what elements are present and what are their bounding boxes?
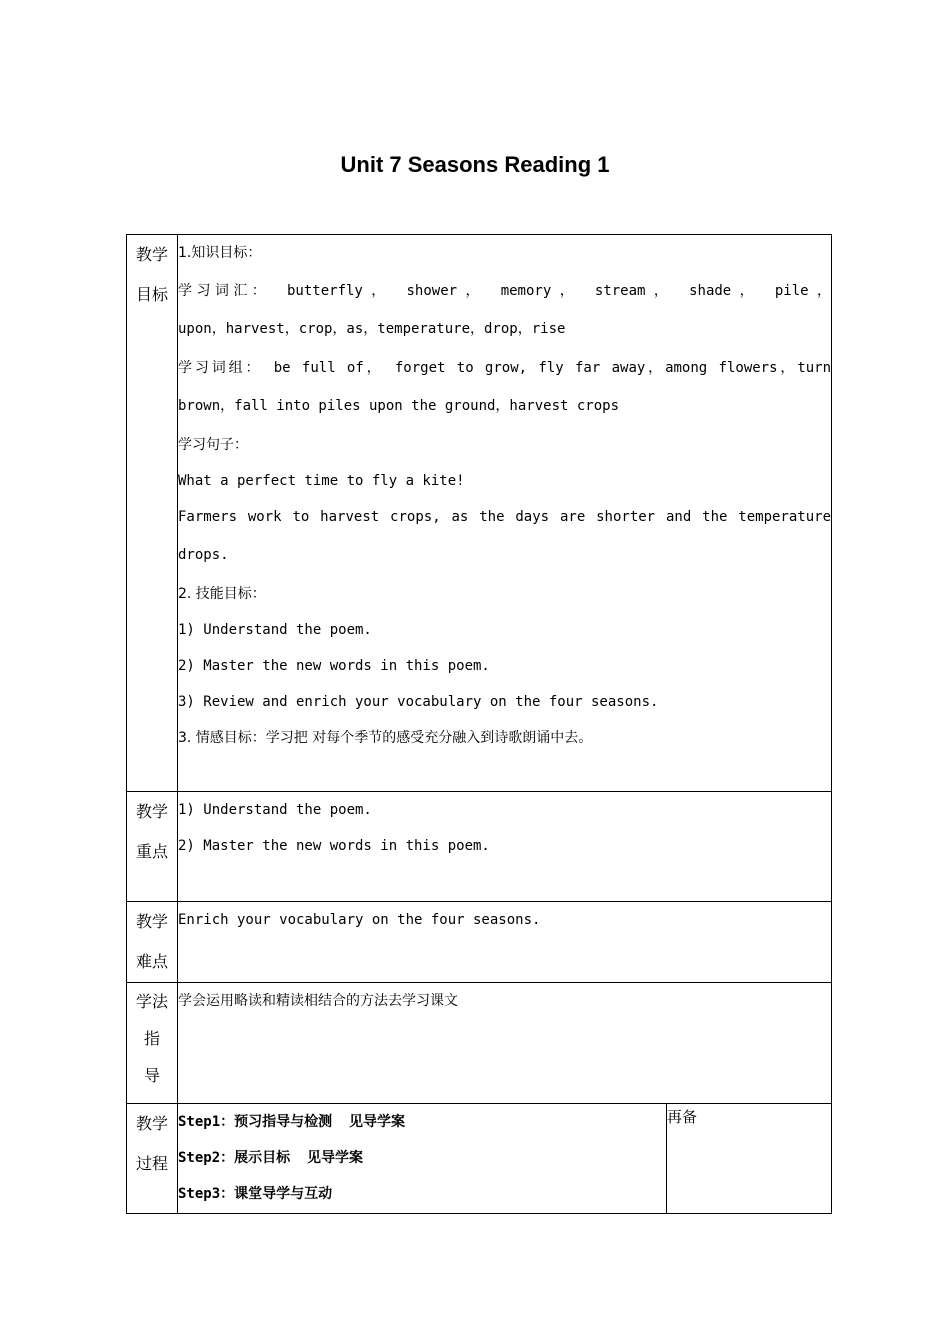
method-label-1: 学法: [135, 992, 168, 1011]
knowledge-heading: 1.知识目标：: [178, 245, 262, 261]
vocab-line-2: upon，harvest，crop，as，temperature，drop，rise: [178, 321, 566, 337]
sentence-2-line-1: Farmers work to harvest crops, as the days are shorter and the temperature: [178, 509, 832, 525]
sentence-1: What a perfect time to fly a kite!: [178, 473, 465, 489]
process-step: Step2：展示目标 见导学案: [178, 1150, 364, 1166]
key-point-item: 1) Understand the poem.: [178, 802, 372, 818]
page-title: Unit 7 Seasons Reading 1: [340, 152, 610, 177]
difficulties-content: [178, 902, 832, 983]
skills-heading: 2. 技能目标：: [178, 586, 266, 602]
key-points-label-cell: [127, 792, 178, 902]
sentence-2-line-2: drops.: [178, 547, 229, 563]
difficulties-text: Enrich your vocabulary on the four seasons.: [178, 912, 541, 928]
method-label-2: 指: [143, 1029, 160, 1048]
goals-label-1: 教学: [135, 245, 168, 264]
lesson-plan-table: [126, 234, 832, 1214]
vocab-word: shower ，: [406, 283, 480, 299]
key-points-row: [127, 792, 832, 902]
difficulties-row: [127, 902, 832, 983]
key-points-label-1: 教学: [135, 802, 168, 821]
process-content: [178, 1104, 667, 1214]
method-text: 学会运用略读和精读相结合的方法去学习课文: [178, 993, 458, 1009]
skill-item: 3) Review and enrich your vocabulary on the four seasons.: [178, 694, 659, 710]
process-step: Step3：课堂导学与互动: [178, 1186, 333, 1202]
vocab-word: memory ，: [500, 283, 574, 299]
difficulties-label-1: 教学: [135, 912, 168, 931]
re-prep-cell: [667, 1104, 832, 1214]
vocab-word: pile ，: [774, 283, 832, 299]
goals-row: [127, 235, 832, 792]
skill-item: 1) Understand the poem.: [178, 622, 372, 638]
process-row: [127, 1104, 832, 1214]
re-prep-label: 再备: [667, 1108, 698, 1126]
vocab-word: stream ，: [594, 283, 668, 299]
difficulties-label-2: 难点: [135, 952, 168, 971]
key-points-content: [178, 792, 832, 902]
key-point-item: 2) Master the new words in this poem.: [178, 838, 490, 854]
vocab-word: shade ，: [689, 283, 754, 299]
method-row: [127, 983, 832, 1104]
process-label-cell: [127, 1104, 178, 1214]
phrases-line-1: 学习词组： be full of， forget to grow, fly far away，among flowers，turn: [178, 360, 832, 376]
method-content: [178, 983, 832, 1104]
vocab-label: 学 习 词 汇 ：: [178, 283, 266, 299]
goals-label-cell: [127, 235, 178, 792]
process-step: Step1：预习指导与检测 见导学案: [178, 1114, 406, 1130]
goals-content: [178, 235, 832, 792]
method-label-3: 导: [143, 1066, 160, 1085]
phrases-line-2: brown，fall into piles upon the ground，harvest crops: [178, 398, 620, 414]
key-points-label-2: 重点: [135, 842, 168, 861]
vocab-word: butterfly ，: [287, 283, 386, 299]
emotion-goal: 3. 情感目标：学习把 对每个季节的感受充分融入到诗歌朗诵中去。: [178, 730, 593, 746]
sentences-label: 学习句子：: [178, 437, 248, 453]
process-label-1: 教学: [135, 1114, 168, 1133]
vocab-line-1: [178, 271, 831, 309]
goals-label-2: 目标: [135, 285, 168, 304]
skill-item: 2) Master the new words in this poem.: [178, 658, 490, 674]
difficulties-label-cell: [127, 902, 178, 983]
method-label-cell: [127, 983, 178, 1104]
process-label-2: 过程: [135, 1154, 168, 1173]
